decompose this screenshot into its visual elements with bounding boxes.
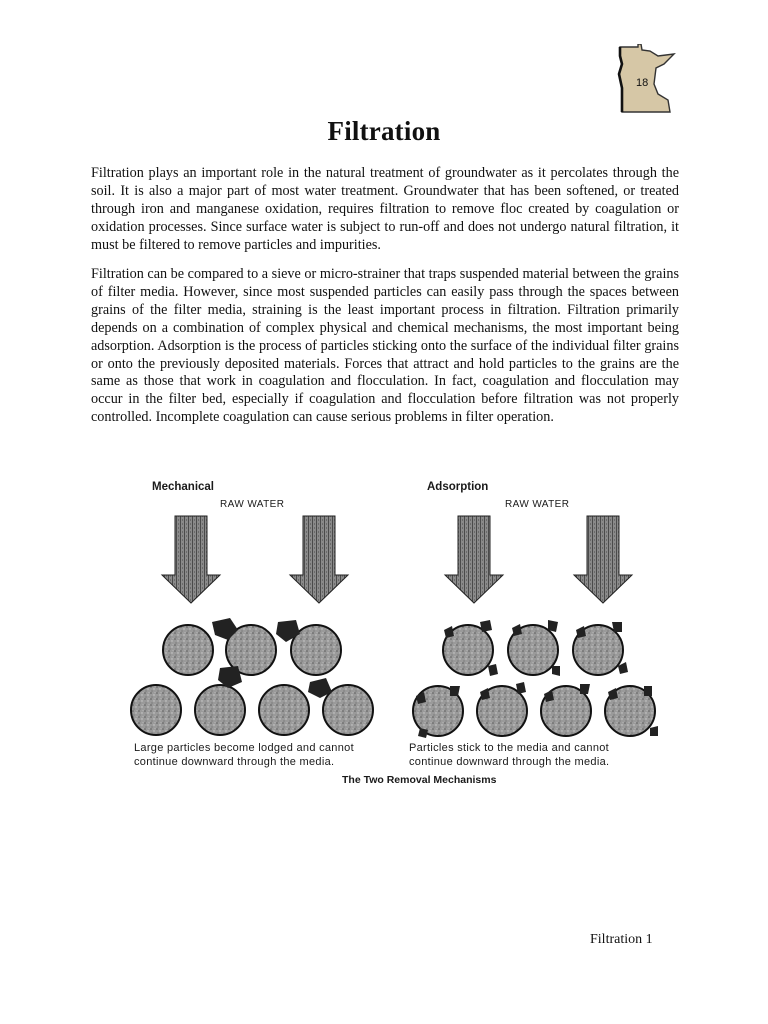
- adsorption-caption-line1: Particles stick to the media and cannot: [409, 742, 610, 754]
- page-title: Filtration: [327, 116, 441, 146]
- page-number-badge: 18: [636, 77, 649, 89]
- arrow-icon: [574, 516, 632, 603]
- right-arrows: [445, 516, 632, 603]
- removal-mechanisms-figure: [120, 470, 680, 800]
- adsorption-raw-water-label: RAW WATER: [505, 499, 570, 510]
- minnesota-map-badge: [614, 44, 680, 114]
- mechanical-caption-line1: Large particles become lodged and cannot: [134, 742, 354, 754]
- paragraph-intro: Filtration plays an important role in the natural treatment of groundwater as it percolates through the soil. It is also a major part of most water treatment. Groundwater that has been softened, or treated through iron and manganese oxidation, requires filtration to remove floc created by coagulation or oxidation processes. Since surface water is subject to run-off and does not undergo natural filtration, it must be filtered to remove particles and impurities.: [91, 165, 679, 253]
- adsorption-heading: Adsorption: [427, 481, 489, 493]
- mechanical-raw-water-label: RAW WATER: [220, 499, 285, 510]
- paragraph-mechanisms: Filtration can be compared to a sieve or micro-strainer that traps suspended material between the grains of filter media. However, since most suspended particles can easily pass through the spaces between grains of the filter media, straining is the least important process in filtration. Filtration primarily depends on a combination of complex physical and chemical mechanisms, the most important being adsorption. Adsorption is the process of particles sticking onto the surface of the individual filter grains or onto the previously deposited materials. Forces that attract and hold particles to the grains are the same as those that work in coagulation and flocculation. In fact, coagulation and flocculation may occur in the filter bed, especially if coagulation and flocculation before filtration was not properly controlled. Incomplete coagulation can cause serious problems in filter operation.: [91, 266, 679, 426]
- mechanical-heading: Mechanical: [152, 481, 214, 493]
- page-footer: Filtration 1: [590, 932, 653, 947]
- figure-title: The Two Removal Mechanisms: [342, 774, 497, 786]
- adsorption-caption-line2: continue downward through the media.: [409, 756, 610, 768]
- arrow-icon: [162, 516, 220, 603]
- mechanical-media-grains: [131, 618, 373, 735]
- adsorption-media-grains: [413, 620, 658, 738]
- mechanical-caption-line2: continue downward through the media.: [134, 756, 335, 768]
- left-arrows: [162, 516, 348, 603]
- arrow-icon: [445, 516, 503, 603]
- arrow-icon: [290, 516, 348, 603]
